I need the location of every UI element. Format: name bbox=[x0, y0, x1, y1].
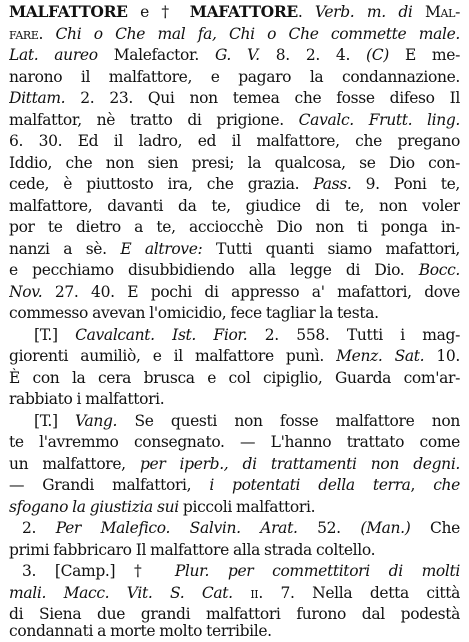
entry-text-segment: Nov. bbox=[9, 282, 43, 301]
entry-text-segment: Bocc. bbox=[418, 261, 460, 279]
entry-text-segment: 10. bbox=[424, 347, 460, 365]
entry-text-segment: por te dietro a te, acciocchè Dio non ti ponga in- bbox=[9, 218, 460, 236]
entry-text-segment: malfattore, davanti da te, giudice di te, non voler bbox=[9, 196, 460, 215]
entry-line bbox=[22, 560, 460, 582]
entry-text-segment: malfattor, nè tratto di prigione. bbox=[9, 110, 299, 129]
entry-text-segment: giorenti aumiliò, e il malfattore punì. bbox=[9, 347, 337, 365]
entry-line bbox=[9, 345, 460, 367]
entry-line bbox=[9, 216, 460, 238]
entry-text-segment: (Man.) bbox=[360, 519, 411, 537]
entry-text-segment: e pecchiamo disubbidiendo alla legge di Dio. bbox=[9, 261, 419, 279]
entry-text-segment: primi fabbricaro Il malfattore alla strada coltello. bbox=[9, 540, 376, 559]
entry-line bbox=[9, 152, 460, 174]
entry-text-segment: commesso avevan l'omicidio, fece tagliar la testa. bbox=[9, 304, 379, 322]
entry-line bbox=[9, 44, 460, 66]
entry-text-segment: 8. 2. 4. bbox=[259, 46, 367, 64]
entry-text-segment: E altrove: bbox=[120, 239, 203, 258]
entry-line bbox=[9, 109, 460, 131]
entry-text-segment: Se questi non fosse malfattore non bbox=[117, 411, 460, 430]
entry-text-segment: MAFATTORE bbox=[189, 2, 298, 21]
entry-line bbox=[9, 23, 460, 45]
entry-line bbox=[9, 539, 460, 561]
entry-text-segment: mali. Macc. Vit. S. Cat. bbox=[9, 583, 233, 602]
entry-text-segment bbox=[233, 584, 251, 602]
entry-text-segment: Che bbox=[410, 519, 460, 537]
entry-text-segment: Cavalc. Frutt. ling. bbox=[298, 110, 460, 129]
entry-line bbox=[9, 582, 460, 604]
entry-text-segment: — Grandi malfattori, bbox=[9, 476, 210, 494]
entry-text-segment: . 7. Nella detta città bbox=[258, 583, 460, 602]
entry-text-segment: Per Malefico. Salvin. Arat. bbox=[55, 519, 298, 537]
entry-line bbox=[9, 281, 460, 303]
entry-line bbox=[9, 367, 460, 389]
entry-text-segment: narono il malfattore, e pagaro la condannazione. bbox=[9, 67, 460, 86]
entry-text-segment: Chi o Che mal fa, Chi o Che commette male. bbox=[55, 24, 460, 43]
entry-text-segment: Verb. m. di bbox=[314, 3, 426, 21]
entry-line bbox=[9, 474, 460, 496]
entry-text-segment: G. V. bbox=[214, 46, 260, 64]
entry-line bbox=[9, 66, 460, 88]
entry-text-segment: cede, è piuttosto ira, che grazia. bbox=[9, 175, 314, 193]
entry-text-segment: Iddio, che non sien presi; la qualcosa, se Dio con- bbox=[9, 153, 460, 172]
entry-text-segment: 2. 23. Qui non temea che fosse difeso Il bbox=[65, 89, 460, 107]
entry-text-segment: , bbox=[410, 476, 434, 494]
entry-text-segment: . bbox=[297, 3, 315, 21]
entry-text-segment: Malefactor. bbox=[97, 46, 215, 64]
entry-line bbox=[34, 324, 460, 346]
entry-text-segment: 2. bbox=[22, 519, 56, 537]
entry-text-segment: È con la cera brusca e col cipiglio, Guarda com'ar- bbox=[9, 368, 460, 387]
entry-text-segment: Plur. per commettitori di molti bbox=[174, 562, 460, 580]
entry-line bbox=[9, 173, 460, 195]
entry-line bbox=[9, 453, 460, 475]
entry-text-segment: E me- bbox=[388, 46, 460, 64]
entry-text-segment: . bbox=[38, 24, 56, 43]
entry-text-segment: Lat. aureo bbox=[9, 46, 98, 64]
entry-line bbox=[9, 130, 460, 152]
entry-text-segment: Vang. bbox=[75, 411, 118, 430]
entry-text-segment: 2. 558. Tutti i mag- bbox=[247, 325, 460, 344]
entry-text-segment: Mal- bbox=[425, 3, 460, 21]
entry-line bbox=[9, 388, 460, 410]
entry-line bbox=[22, 517, 460, 539]
entry-text-segment: di Siena due grandi malfattori furono dal podestà bbox=[9, 605, 460, 623]
entry-text-segment: Menz. Sat. bbox=[336, 347, 425, 365]
entry-text-segment: 27. 40. E pochi di appresso a' mafattori, dove bbox=[42, 282, 460, 301]
entry-text-segment: (C) bbox=[366, 46, 389, 64]
entry-line bbox=[9, 195, 460, 217]
entry-text-segment: 6. 30. Ed il ladro, ed il malfattore, che pregano bbox=[9, 132, 460, 150]
entry-text-segment: un malfattore, bbox=[9, 454, 140, 473]
entry-text-segment: Dittam. bbox=[9, 89, 66, 107]
entry-text-segment: per iperb., di trattamenti non degni. bbox=[139, 454, 460, 473]
entry-text-segment: nanzi a sè. bbox=[9, 239, 121, 258]
entry-text-segment: i potentati della terra bbox=[209, 476, 411, 494]
entry-text-segment: piccoli malfattori. bbox=[178, 497, 316, 516]
entry-text-segment: fare bbox=[9, 24, 39, 43]
entry-text-segment: Pass. bbox=[313, 175, 352, 193]
entry-text-segment: Cavalcant. Ist. Fior. bbox=[75, 325, 248, 344]
entry-text-segment: 9. Poni te, bbox=[351, 175, 460, 193]
entry-text-segment: ii bbox=[250, 583, 259, 602]
entry-text-segment: e † bbox=[127, 3, 190, 21]
entry-text-segment: sfogano la giustizia sui bbox=[9, 497, 179, 516]
entry-text-segment: te l'avremmo consegnato. — L'hanno trattato come bbox=[9, 433, 460, 451]
entry-text-segment: [T.] bbox=[34, 411, 76, 430]
entry-line bbox=[9, 238, 460, 260]
entry-line bbox=[9, 496, 460, 518]
entry-text-segment: rabbiato i malfattori. bbox=[9, 390, 165, 408]
entry-line bbox=[9, 302, 460, 324]
entry-text-segment: Tutti quanti siamo mafattori, bbox=[202, 239, 460, 258]
entry-line bbox=[9, 620, 460, 642]
entry-text-segment: MALFATTORE bbox=[9, 2, 128, 21]
entry-line bbox=[9, 431, 460, 453]
entry-text-segment: [T.] bbox=[34, 325, 76, 344]
entry-text-segment: 52. bbox=[297, 519, 361, 537]
entry-line bbox=[34, 410, 460, 432]
entry-text-segment: 3. [Camp.] † bbox=[22, 562, 175, 580]
entry-line bbox=[9, 1, 460, 23]
entry-line bbox=[9, 87, 460, 109]
entry-text-segment: che bbox=[433, 476, 460, 494]
entry-line bbox=[9, 259, 460, 281]
entry-text-segment: condannati a morte molto terribile. bbox=[9, 622, 272, 640]
